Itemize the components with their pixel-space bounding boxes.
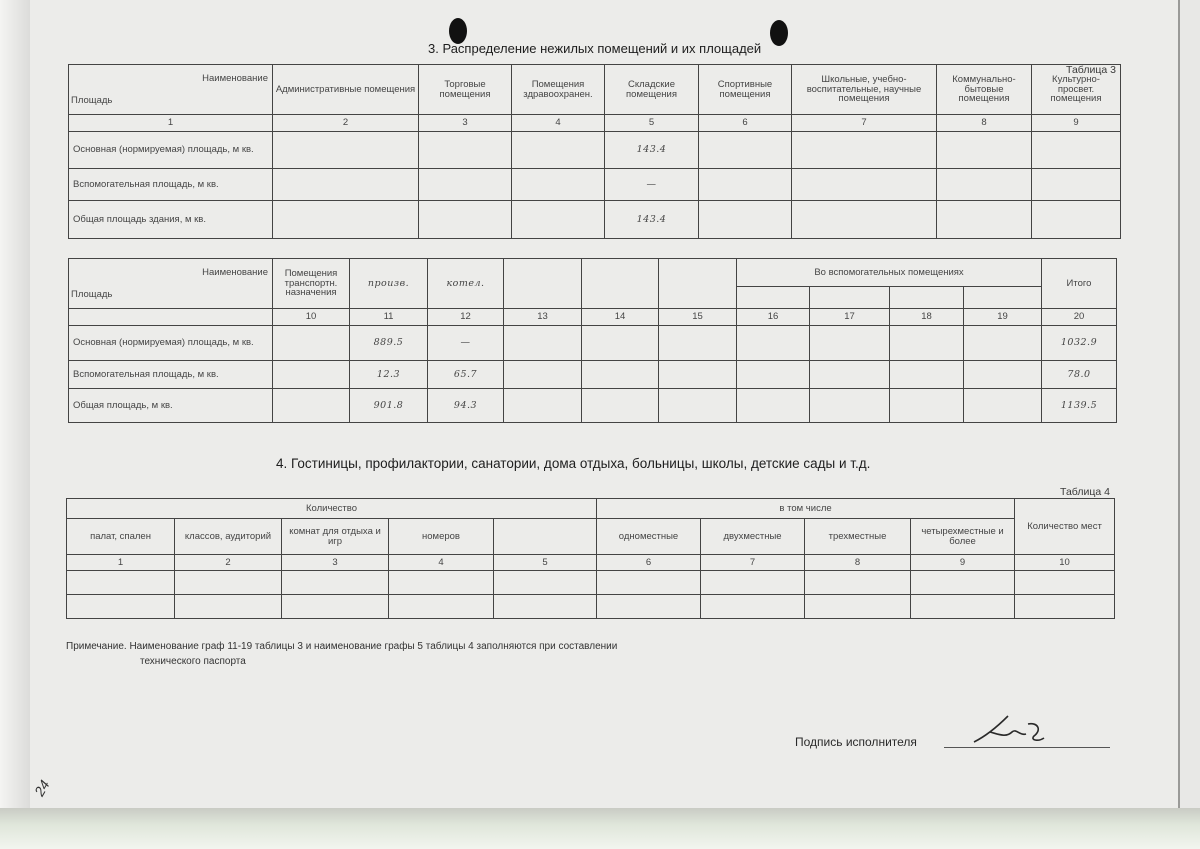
cell-value-boiler: 94.3 [428, 389, 504, 423]
col-header-places: Количество мест [1015, 499, 1115, 555]
cell-value [659, 361, 737, 389]
col-header: Помещения здравоохранен. [512, 65, 605, 115]
corner-label-area: Площадь [71, 94, 113, 106]
signature-label: Подпись исполнителя [795, 735, 917, 749]
cell-value [582, 389, 659, 423]
col-header-empty [582, 259, 659, 309]
cell-value [659, 389, 737, 423]
cell-value-storage-main: 143.4 [605, 132, 699, 169]
cell-value-total: 78.0 [1042, 361, 1117, 389]
col-number: 18 [890, 309, 964, 326]
col-header: четырехместные и более [911, 519, 1015, 555]
col-number: 3 [419, 115, 512, 132]
cell-value [1032, 201, 1121, 239]
col-number: 14 [582, 309, 659, 326]
col-number: 10 [273, 309, 350, 326]
corner-label-name: Наименование [202, 72, 268, 84]
cell-value [1032, 169, 1121, 201]
col-number: 6 [597, 555, 701, 571]
aux-group-header: Во вспомогательных помещениях [737, 259, 1042, 287]
col-number: 10 [1015, 555, 1115, 571]
corner-page-mark: 24 [30, 777, 53, 799]
table-row [67, 595, 1115, 619]
col-header-empty [504, 259, 582, 309]
col-header: Складские помещения [605, 65, 699, 115]
col-number [69, 309, 273, 326]
cell-value [699, 132, 792, 169]
col-header: двухместные [701, 519, 805, 555]
cell-value [582, 326, 659, 361]
group-header-including: в том числе [597, 499, 1015, 519]
col-header-empty [659, 259, 737, 309]
col-header-empty [494, 519, 597, 555]
col-number: 13 [504, 309, 582, 326]
signature-mark [968, 712, 1048, 752]
cell-value [582, 361, 659, 389]
row-label-total-area: Общая площадь здания, м кв. [69, 201, 273, 239]
table3b-corner-header [69, 259, 273, 309]
table3-label: Таблица 3 [1066, 64, 1116, 76]
col-header: Административные помещения [273, 65, 419, 115]
table-row [69, 361, 1117, 389]
cell-value [810, 361, 890, 389]
note-line2: технического паспорта [140, 656, 246, 667]
table3a-corner-header [69, 65, 273, 115]
cell-value [737, 361, 810, 389]
total-header: Итого [1042, 259, 1117, 309]
cell-value [737, 326, 810, 361]
cell-value [273, 361, 350, 389]
table-row [69, 326, 1117, 361]
col-number: 11 [350, 309, 428, 326]
corner-label-area: Площадь [71, 288, 113, 300]
col-header: Спортивные помещения [699, 65, 792, 115]
cell-value [512, 169, 605, 201]
cell-value [504, 389, 582, 423]
cell-value [964, 361, 1042, 389]
group-header-count: Количество [67, 499, 597, 519]
section4-title: 4. Гостиницы, профилактории, санатории, дома отдыха, больницы, школы, детские сады и т.д. [276, 456, 871, 471]
corner-label-name: Наименование [202, 266, 268, 278]
table-row [69, 201, 1121, 239]
cell-value [890, 361, 964, 389]
cell-value [273, 389, 350, 423]
cell-value [659, 326, 737, 361]
cell-value [792, 169, 937, 201]
cell-value [937, 132, 1032, 169]
col-header-handwritten: произв. [350, 259, 428, 309]
col-number: 17 [810, 309, 890, 326]
col-number: 9 [1032, 115, 1121, 132]
cell-value [937, 201, 1032, 239]
col-header: комнат для отдыха и игр [282, 519, 389, 555]
aux-subheader [890, 287, 964, 309]
row-label-total-area: Общая площадь, м кв. [69, 389, 273, 423]
cell-value-boiler: — [428, 326, 504, 361]
cell-value [737, 389, 810, 423]
cell-value [792, 201, 937, 239]
cell-value [419, 201, 512, 239]
cell-value [699, 169, 792, 201]
col-number: 15 [659, 309, 737, 326]
col-header: одноместные [597, 519, 701, 555]
cell-value-production: 12.3 [350, 361, 428, 389]
row-label-main-area: Основная (нормируемая) площадь, м кв. [69, 326, 273, 361]
note-line1: Примечание. Наименование граф 11-19 таблицы 3 и наименование графы 5 таблицы 4 заполняются при составлении [66, 641, 618, 652]
col-number: 9 [911, 555, 1015, 571]
col-number: 5 [605, 115, 699, 132]
col-header: Культурно-просвет. помещения [1032, 65, 1121, 115]
cell-value [512, 201, 605, 239]
table-row [67, 571, 1115, 595]
row-label-main-area: Основная (нормируемая) площадь, м кв. [69, 132, 273, 169]
cell-value-production: 889.5 [350, 326, 428, 361]
cell-value [512, 132, 605, 169]
col-header: классов, аудиторий [175, 519, 282, 555]
cell-value-total: 1032.9 [1042, 326, 1117, 361]
col-number: 6 [699, 115, 792, 132]
cell-value [937, 169, 1032, 201]
cell-value [273, 326, 350, 361]
cell-value-total: 1139.5 [1042, 389, 1117, 423]
scanner-bottom-edge [0, 808, 1200, 849]
col-number: 16 [737, 309, 810, 326]
col-number: 7 [701, 555, 805, 571]
col-header: Коммунально-бытовые помещения [937, 65, 1032, 115]
punch-hole-right [770, 20, 788, 46]
col-number: 12 [428, 309, 504, 326]
row-label-aux-area: Вспомогательная площадь, м кв. [69, 169, 273, 201]
col-number: 20 [1042, 309, 1117, 326]
cell-value [273, 169, 419, 201]
col-header: Школьные, учебно-воспитательные, научные помещения [792, 65, 937, 115]
row-label-aux-area: Вспомогательная площадь, м кв. [69, 361, 273, 389]
col-number: 8 [937, 115, 1032, 132]
col-number: 4 [389, 555, 494, 571]
aux-subheader [737, 287, 810, 309]
aux-subheader [964, 287, 1042, 309]
cell-value [273, 201, 419, 239]
paper-left-edge [0, 0, 30, 808]
cell-value-production: 901.8 [350, 389, 428, 423]
cell-value [1032, 132, 1121, 169]
col-number: 2 [175, 555, 282, 571]
col-header: номеров [389, 519, 494, 555]
table-row [69, 132, 1121, 169]
table-row [69, 169, 1121, 201]
col-number: 2 [273, 115, 419, 132]
cell-value [792, 132, 937, 169]
col-header: палат, спален [67, 519, 175, 555]
col-number: 4 [512, 115, 605, 132]
cell-value [890, 326, 964, 361]
col-header: Торговые помещения [419, 65, 512, 115]
cell-value [504, 361, 582, 389]
table4-label: Таблица 4 [1060, 486, 1110, 498]
table3-part2 [68, 258, 1117, 423]
col-number: 5 [494, 555, 597, 571]
table4 [66, 498, 1115, 619]
cell-value-storage-aux: — [605, 169, 699, 201]
col-header: трехместные [805, 519, 911, 555]
col-number: 7 [792, 115, 937, 132]
table3-part1 [68, 64, 1121, 239]
col-number: 19 [964, 309, 1042, 326]
cell-value [890, 389, 964, 423]
cell-value [273, 132, 419, 169]
aux-subheader [810, 287, 890, 309]
col-number: 1 [69, 115, 273, 132]
col-header-transport: Помещения транспортн. назначения [273, 259, 350, 309]
cell-value [699, 201, 792, 239]
cell-value [964, 326, 1042, 361]
cell-value [810, 326, 890, 361]
col-header-handwritten: котел. [428, 259, 504, 309]
cell-value [810, 389, 890, 423]
col-number: 8 [805, 555, 911, 571]
cell-value [419, 132, 512, 169]
table-row [69, 389, 1117, 423]
cell-value [504, 326, 582, 361]
cell-value-boiler: 65.7 [428, 361, 504, 389]
cell-value-storage-total: 143.4 [605, 201, 699, 239]
cell-value [419, 169, 512, 201]
cell-value [964, 389, 1042, 423]
col-number: 1 [67, 555, 175, 571]
section3-title: 3. Распределение нежилых помещений и их площадей [428, 41, 762, 56]
col-number: 3 [282, 555, 389, 571]
